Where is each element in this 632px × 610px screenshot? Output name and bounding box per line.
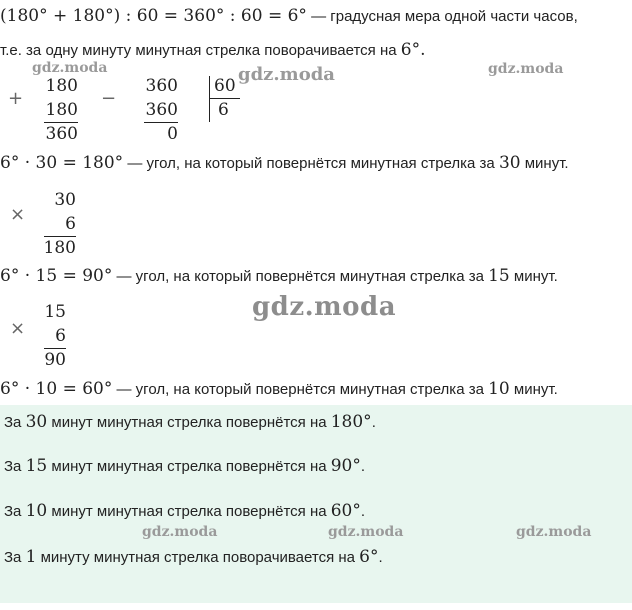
quotient: 6 [218, 100, 229, 120]
answer-value: 180° [330, 412, 372, 432]
answer-period: . [371, 414, 376, 431]
answer-period: . [360, 458, 366, 475]
answer-period: . [360, 503, 366, 520]
solution-line-2 [0, 40, 425, 60]
math-expression: 6° · 10 = 60° [0, 379, 113, 399]
answer-prefix: За [4, 414, 26, 431]
factor-1: 30 [54, 190, 76, 210]
sum: 360 [45, 124, 78, 144]
line-text: т.е. за одну минуту минутная стрелка поворачивается на [0, 42, 401, 59]
plus-sign: + [8, 88, 24, 109]
watermark: gdz.moda [238, 64, 335, 85]
divisor-line [210, 98, 240, 99]
math-expression: 6° · 15 = 90° [0, 266, 113, 286]
product-line [44, 236, 76, 237]
math-value: 6°. [400, 40, 426, 60]
answer-line-1 [4, 412, 376, 432]
line-text: — угол, на который повернётся минутная стрелка за [112, 268, 489, 285]
answer-line-4 [4, 547, 383, 567]
sum-line [44, 122, 78, 123]
solution-line-1 [0, 6, 578, 26]
watermark: gdz.moda [516, 524, 592, 540]
line-text: — угол, на который повернётся минутная стрелка за [112, 381, 489, 398]
answer-text: минут минутная стрелка повернётся на [47, 414, 331, 431]
answer-period: . [378, 549, 383, 566]
watermark: gdz.moda [488, 61, 564, 77]
answer-prefix: За [4, 458, 26, 475]
answer-line-2 [4, 456, 365, 476]
dividend: 360 [145, 76, 178, 96]
answer-text: минут минутная стрелка повернётся на [47, 458, 331, 475]
line-number: 10 [488, 379, 510, 399]
watermark: gdz.moda [32, 60, 108, 76]
solution-line-4 [0, 266, 558, 286]
minus-sign: − [101, 88, 117, 109]
answer-text: минуту минутная стрелка поворачивается на [36, 549, 360, 566]
answer-number: 15 [25, 456, 48, 476]
watermark: gdz.moda [328, 524, 404, 540]
addend-1: 180 [45, 76, 78, 96]
remainder: 0 [167, 124, 178, 144]
line-text-end: минут. [520, 155, 569, 172]
answer-number: 1 [25, 547, 37, 567]
answer-line-3 [4, 501, 365, 521]
answer-value: 90° [330, 456, 361, 476]
math-expression: 6° · 30 = 180° [0, 153, 124, 173]
solution-line-5 [0, 379, 558, 399]
answer-number: 30 [25, 412, 48, 432]
factor-2: 6 [55, 326, 66, 346]
answer-text: минут минутная стрелка повернётся на [47, 503, 331, 520]
line-number: 15 [488, 266, 510, 286]
times-sign: × [10, 204, 26, 225]
product: 180 [43, 238, 76, 258]
answer-number: 10 [25, 501, 48, 521]
answer-value: 60° [330, 501, 361, 521]
product-line [44, 348, 66, 349]
addend-2: 180 [45, 100, 78, 120]
factor-2: 6 [65, 214, 76, 234]
factor-1: 15 [44, 302, 66, 322]
division-bar [209, 76, 210, 122]
watermark: gdz.moda [252, 292, 397, 322]
answer-value: 6° [359, 547, 379, 567]
solution-line-3 [0, 153, 569, 173]
times-sign: × [10, 318, 26, 339]
line-number: 30 [498, 153, 521, 173]
line-text: — угол, на который повернётся минутная стрелка за [123, 155, 499, 172]
subtraction-line [144, 122, 178, 123]
math-expression: (180° + 180°) : 60 = 360° : 60 = 6° [0, 6, 307, 26]
watermark: gdz.moda [142, 524, 218, 540]
answer-box [0, 405, 632, 603]
subtrahend: 360 [145, 100, 178, 120]
line-text-end: минут. [509, 268, 558, 285]
line-text: — градусная мера одной части часов, [306, 8, 578, 25]
line-text-end: минут. [509, 381, 558, 398]
answer-prefix: За [4, 503, 26, 520]
answer-prefix: За [4, 549, 26, 566]
product: 90 [44, 350, 66, 370]
divisor: 60 [214, 76, 236, 96]
